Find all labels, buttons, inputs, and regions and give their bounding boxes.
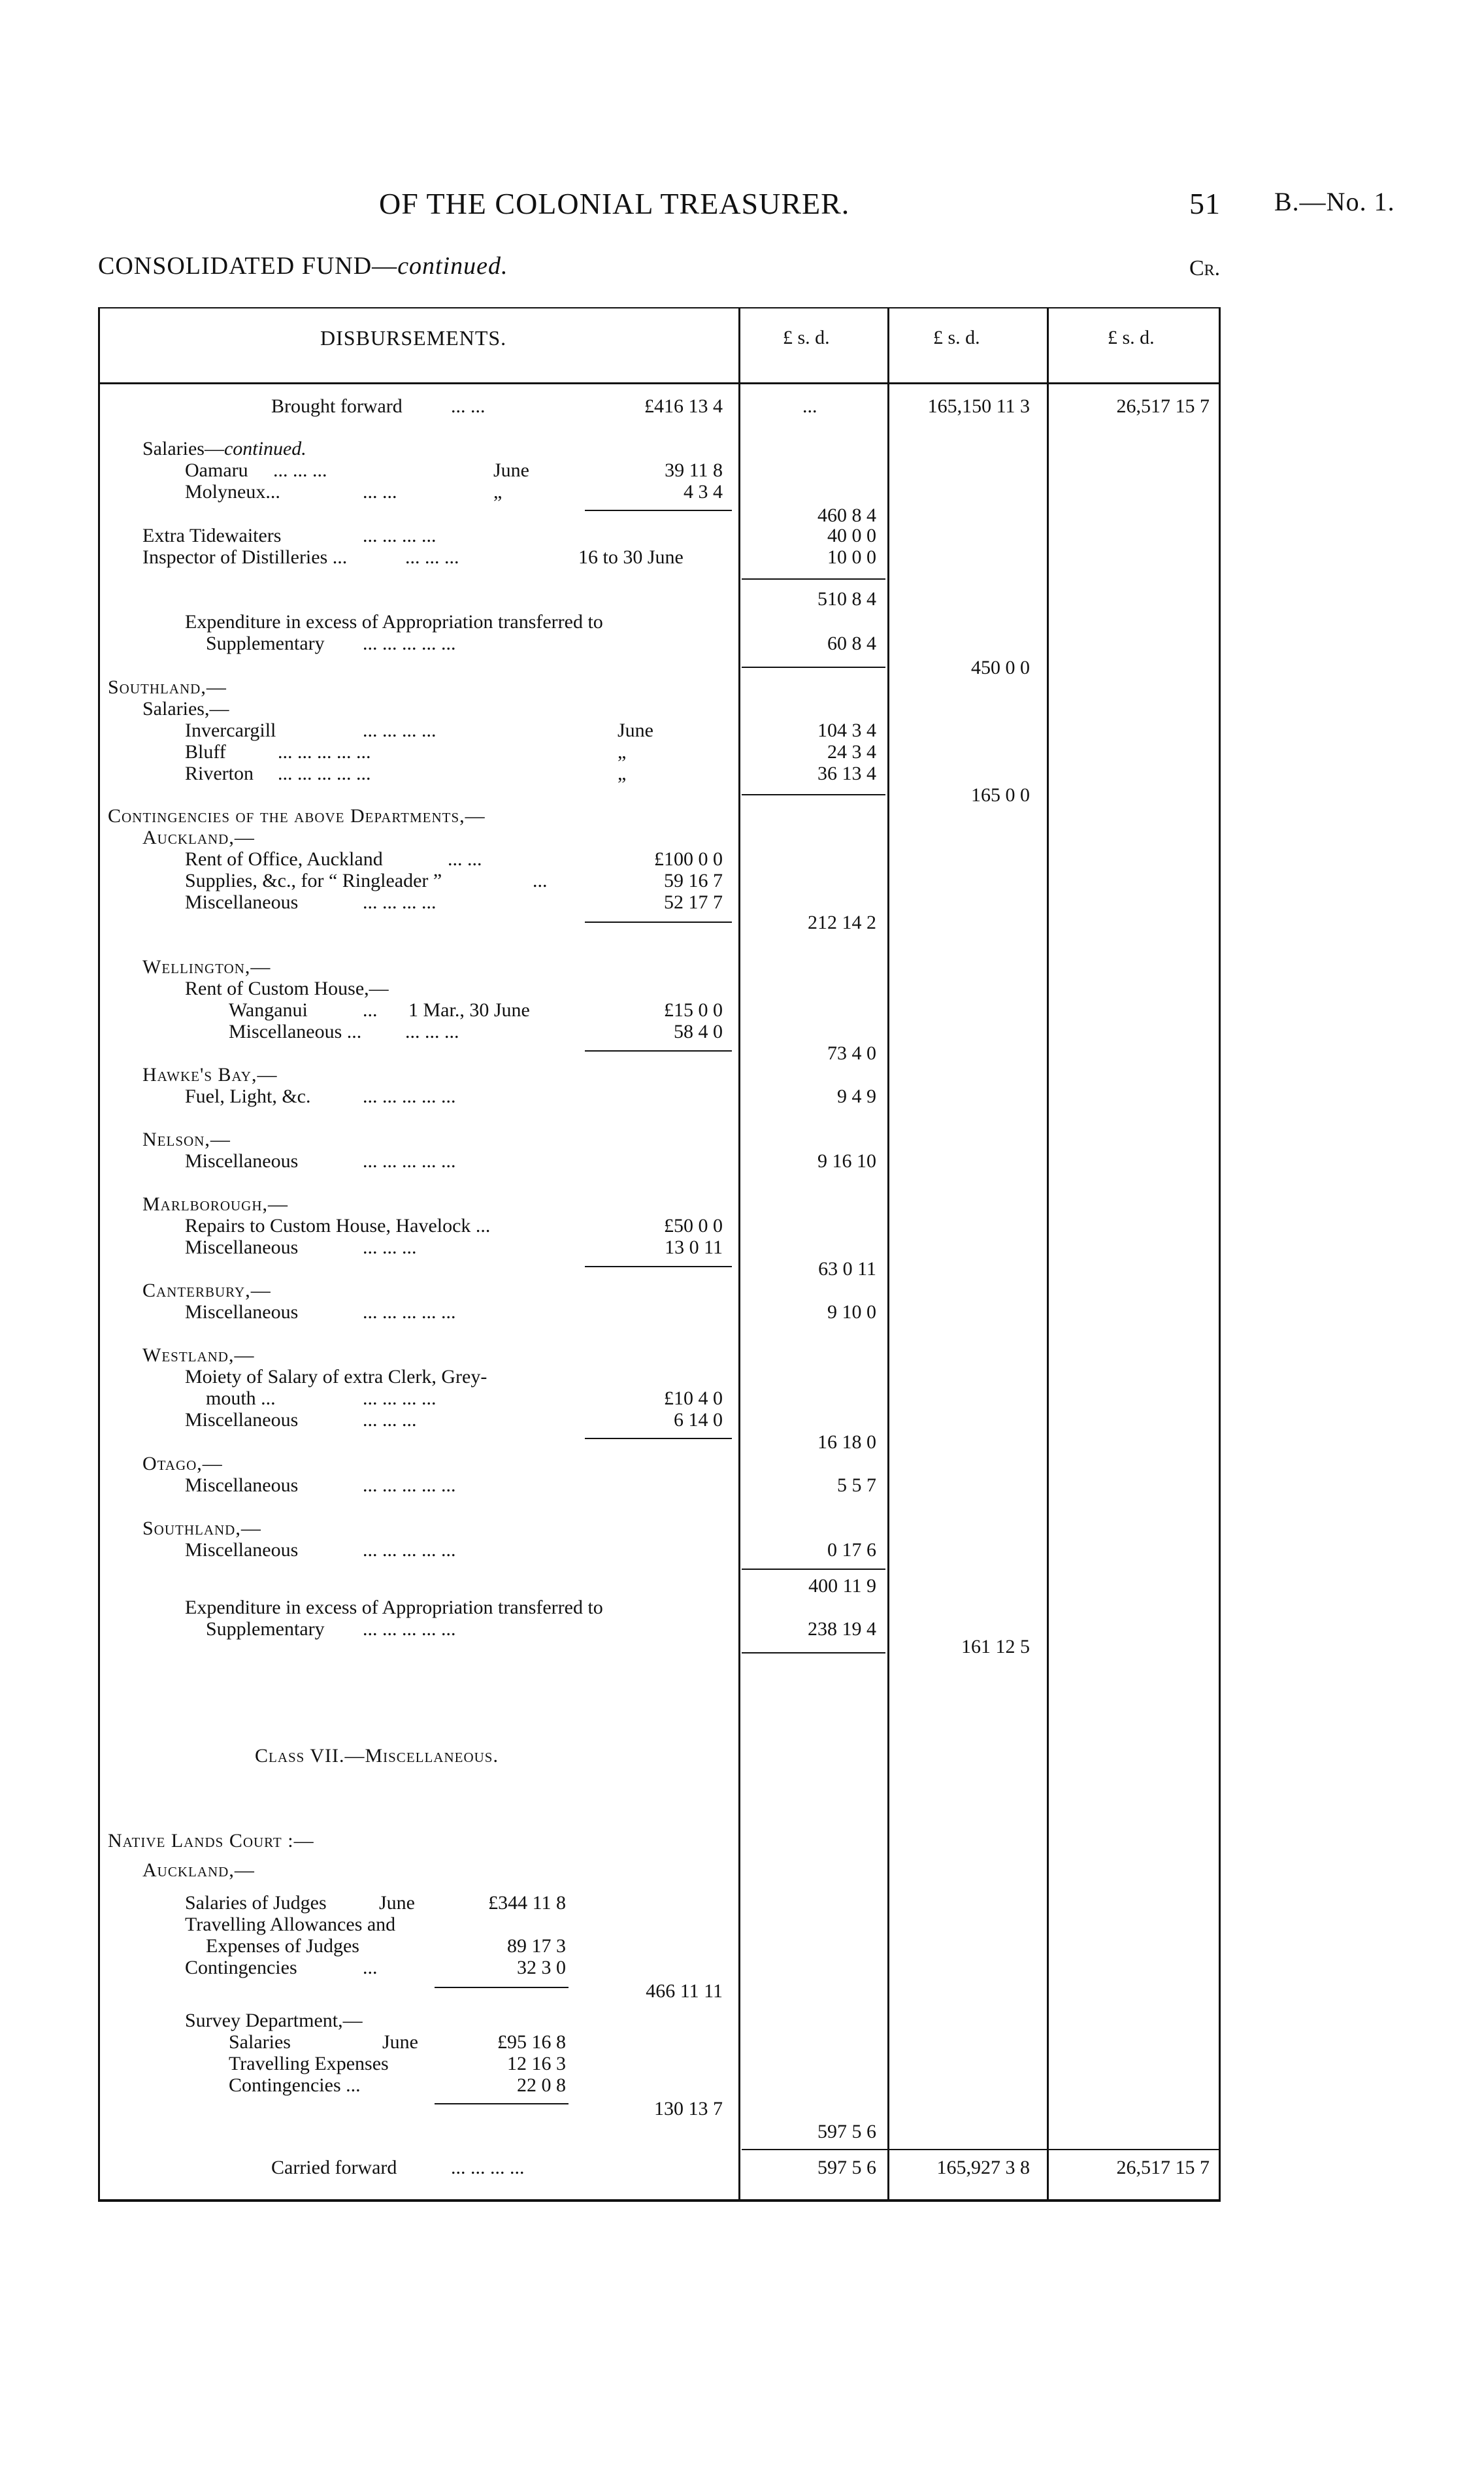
survey-contingencies-amount: 22 0 8 [517, 2074, 566, 2096]
brought-forward-col1: ... [802, 395, 817, 417]
repairs-label: Repairs to Custom House, Havelock ... [185, 1215, 491, 1237]
southland-heading: Southland,— [108, 676, 227, 698]
riverton-period: „ [618, 763, 627, 784]
inspector-period: 16 to 30 June [578, 546, 684, 568]
survey-salaries-period: June [382, 2031, 418, 2053]
excess-transfer-amount: 60 8 4 [827, 633, 876, 654]
col3-lsd-heading: £ s. d. [1108, 327, 1155, 348]
leader-dots: ... [363, 999, 378, 1021]
leader-dots: ... ... ... [273, 459, 327, 481]
leader-dots: ... [533, 870, 548, 891]
disbursements-heading: DISBURSEMENTS. [320, 326, 507, 350]
misc-wellington-amount: 58 4 0 [674, 1021, 723, 1042]
leader-dots: ... ... ... ... ... [363, 1086, 456, 1107]
running-subtotal: 510 8 4 [817, 588, 876, 610]
riverton-label: Riverton [185, 763, 254, 784]
bluff-label: Bluff [185, 741, 226, 763]
moiety-amount: £10 4 0 [664, 1387, 723, 1409]
leader-dots: ... ... ... ... [451, 2157, 525, 2178]
excess-transfer-line2: Supplementary [206, 633, 325, 654]
credit-side-label: Cr. [1189, 256, 1221, 280]
leader-dots: ... ... ... ... ... [363, 633, 456, 654]
survey-department-heading: Survey Department,— [185, 2010, 363, 2031]
oamaru-label: Oamaru [185, 459, 248, 481]
leader-dots: ... [363, 1957, 378, 1978]
auckland-contingencies-total: 212 14 2 [808, 912, 876, 933]
excess-transfer-line1: Expenditure in excess of Appropriation transferred to [185, 611, 603, 633]
leader-dots: ... ... ... [405, 1021, 459, 1042]
moiety-label-line2: mouth ... [206, 1387, 276, 1409]
excess-transfer2-amount: 238 19 4 [808, 1618, 876, 1640]
subtotal-rule [742, 578, 885, 580]
col2-southland-subtotal: 165 0 0 [971, 784, 1030, 806]
leader-dots: ... ... ... [405, 546, 459, 568]
molyneux-amount: 4 3 4 [684, 481, 723, 503]
brought-forward-col3: 26,517 15 7 [1116, 395, 1210, 417]
leader-dots: ... ... ... ... ... [363, 1301, 456, 1323]
survey-travel-amount: 12 16 3 [507, 2053, 566, 2074]
extra-tidewaiters-amount: 40 0 0 [827, 525, 876, 546]
native-lands-court-heading: Native Lands Court :— [108, 1830, 314, 1852]
otago-heading: Otago,— [142, 1453, 223, 1474]
leader-dots: ... ... ... ... [363, 1387, 437, 1409]
carried-forward-rule [742, 2149, 1219, 2150]
native-lands-court-sum: 597 5 6 [817, 2121, 876, 2142]
leader-dots: ... ... ... ... ... [278, 741, 371, 763]
fund-title-continued: continued. [397, 252, 508, 280]
col-divider-2 [887, 307, 889, 2201]
subtotal-rule [742, 1652, 885, 1653]
fuel-light-amount: 9 4 9 [837, 1086, 876, 1107]
oamaru-amount: 39 11 8 [665, 459, 723, 481]
leader-dots: ... ... [451, 395, 486, 417]
leader-dots: ... ... ... [363, 1409, 417, 1431]
repairs-amount: £50 0 0 [664, 1215, 723, 1237]
contingencies-nlc-label: Contingencies [185, 1957, 297, 1978]
marlborough-heading: Marlborough,— [142, 1193, 289, 1215]
misc-nelson-amount: 9 16 10 [817, 1150, 876, 1172]
brought-forward-label: Brought forward [271, 395, 403, 417]
subtotal-rule [742, 1569, 885, 1570]
subtotal-rule [435, 2103, 569, 2104]
col1-lsd-heading: £ s. d. [783, 327, 830, 348]
continued-text: continued. [223, 438, 306, 459]
misc-nelson-label: Miscellaneous [185, 1150, 299, 1172]
bluff-amount: 24 3 4 [827, 741, 876, 763]
wanganui-label: Wanganui [229, 999, 308, 1021]
wellington-heading: Wellington,— [142, 956, 271, 978]
leader-dots: ... ... ... ... ... [278, 763, 371, 784]
rent-office-label: Rent of Office, Auckland [185, 848, 383, 870]
col-divider-1 [738, 307, 740, 2201]
leader-dots: ... ... [363, 481, 397, 503]
oamaru-period: June [493, 459, 529, 481]
brought-forward-amount: £416 13 4 [644, 395, 723, 417]
table-left-border [98, 307, 100, 2201]
marlborough-total: 63 0 11 [818, 1258, 876, 1280]
table-head-rule [98, 382, 1221, 384]
fund-title [98, 252, 508, 280]
misc-canterbury-amount: 9 10 0 [827, 1301, 876, 1323]
subtotal-rule [585, 1266, 732, 1267]
page-number: 51 [1189, 187, 1221, 220]
contingencies-nlc-amount: 32 3 0 [517, 1957, 566, 1978]
canterbury-heading: Canterbury,— [142, 1280, 271, 1301]
hawkes-bay-heading: Hawke's Bay,— [142, 1064, 278, 1086]
leader-dots: ... ... ... ... ... [363, 1618, 456, 1640]
bluff-period: „ [618, 741, 627, 763]
moiety-label-line1: Moiety of Salary of extra Clerk, Grey- [185, 1366, 487, 1387]
col2-otago-subtotal: 450 0 0 [971, 657, 1030, 678]
page-title: OF THE COLONIAL TREASURER. [379, 187, 850, 220]
doc-reference: B.—No. 1. [1274, 187, 1395, 216]
survey-contingencies-label: Contingencies ... [229, 2074, 361, 2096]
invercargill-period: June [618, 720, 653, 741]
misc-southland-amount: 0 17 6 [827, 1539, 876, 1561]
salaries-text: Salaries— [142, 438, 224, 459]
carried-forward-label: Carried forward [271, 2157, 397, 2178]
fund-title-main: CONSOLIDATED FUND— [98, 252, 398, 280]
carried-forward-col3: 26,517 15 7 [1116, 2157, 1210, 2178]
westland-heading: Westland,— [142, 1344, 255, 1366]
carried-forward-col2: 165,927 3 8 [936, 2157, 1030, 2178]
molyneux-label: Molyneux... [185, 481, 280, 503]
misc-auckland-label: Miscellaneous [185, 891, 299, 913]
westland-total: 16 18 0 [817, 1431, 876, 1453]
travelling-label-line2: Expenses of Judges [206, 1935, 359, 1957]
survey-total: 130 13 7 [654, 2098, 723, 2119]
inspector-label: Inspector of Distilleries ... [142, 546, 348, 568]
survey-salaries-label: Salaries [229, 2031, 291, 2053]
salaries-heading: Salaries,— [142, 698, 229, 720]
salaries-judges-label: Salaries of Judges [185, 1892, 327, 1914]
leader-dots: ... ... ... ... ... [363, 1539, 456, 1561]
subtotal-rule [585, 510, 732, 511]
contingencies-heading: Contingencies of the above Departments,— [108, 805, 486, 827]
wanganui-period: 1 Mar., 30 June [408, 999, 530, 1021]
contingencies-subtotal: 400 11 9 [808, 1575, 876, 1597]
auckland-heading: Auckland,— [142, 827, 255, 848]
brought-forward-col2: 165,150 11 3 [927, 395, 1030, 417]
fuel-light-label: Fuel, Light, &c. [185, 1086, 311, 1107]
table-top-rule [98, 307, 1221, 308]
travelling-label-line1: Travelling Allowances and [185, 1914, 396, 1935]
nelson-heading: Nelson,— [142, 1129, 231, 1150]
invercargill-amount: 104 3 4 [817, 720, 876, 741]
misc-otago-label: Miscellaneous [185, 1474, 299, 1496]
rent-custom-house-label: Rent of Custom House,— [185, 978, 389, 999]
southland-contingencies-heading: Southland,— [142, 1518, 261, 1539]
col-divider-3 [1047, 307, 1049, 2201]
survey-salaries-amount: £95 16 8 [497, 2031, 566, 2053]
misc-canterbury-label: Miscellaneous [185, 1301, 299, 1323]
class-vii-heading: Class VII.—Miscellaneous. [255, 1745, 499, 1767]
nlc-judges-total: 466 11 11 [646, 1980, 723, 2002]
col2-contingencies-subtotal: 161 12 5 [961, 1636, 1030, 1657]
auckland-nlc-heading: Auckland,— [142, 1859, 255, 1881]
leader-dots: ... ... [448, 848, 482, 870]
misc-marlborough-label: Miscellaneous [185, 1237, 299, 1258]
misc-auckland-amount: 52 17 7 [664, 891, 723, 913]
leader-dots: ... ... ... ... ... [363, 1150, 456, 1172]
wanganui-amount: £15 0 0 [664, 999, 723, 1021]
salaries-judges-period: June [379, 1892, 415, 1914]
supplies-label: Supplies, &c., for “ Ringleader ” [185, 870, 442, 891]
carried-forward-col1: 597 5 6 [817, 2157, 876, 2178]
misc-westland-amount: 6 14 0 [674, 1409, 723, 1431]
misc-westland-label: Miscellaneous [185, 1409, 299, 1431]
inspector-amount: 10 0 0 [827, 546, 876, 568]
invercargill-label: Invercargill [185, 720, 276, 741]
leader-dots: ... ... ... ... [363, 525, 437, 546]
subtotal-rule [585, 1050, 732, 1052]
wellington-total: 73 4 0 [827, 1042, 876, 1064]
molyneux-period: „ [493, 481, 503, 503]
subtotal-rule [585, 1438, 732, 1439]
supplies-amount: 59 16 7 [664, 870, 723, 891]
misc-marlborough-amount: 13 0 11 [665, 1237, 723, 1258]
misc-wellington-label: Miscellaneous ... [229, 1021, 362, 1042]
subtotal-rule [742, 667, 885, 668]
subtotal-rule [742, 794, 885, 795]
leader-dots: ... ... ... ... [363, 891, 437, 913]
misc-southland-label: Miscellaneous [185, 1539, 299, 1561]
excess-transfer2-line2: Supplementary [206, 1618, 325, 1640]
travelling-amount: 89 17 3 [507, 1935, 566, 1957]
salaries-continued-label [142, 438, 306, 460]
subtotal-rule [585, 922, 732, 923]
table-bottom-rule [98, 2199, 1221, 2202]
extra-tidewaiters-label: Extra Tidewaiters [142, 525, 282, 546]
rent-office-amount: £100 0 0 [654, 848, 723, 870]
subtotal-rule [435, 1987, 569, 1988]
table-right-border [1219, 307, 1221, 2201]
leader-dots: ... ... ... ... [363, 720, 437, 741]
riverton-amount: 36 13 4 [817, 763, 876, 784]
excess-transfer2-line1: Expenditure in excess of Appropriation transferred to [185, 1597, 603, 1618]
salaries-judges-amount: £344 11 8 [488, 1892, 566, 1914]
leader-dots: ... ... ... [363, 1237, 417, 1258]
survey-travel-label: Travelling Expenses [229, 2053, 389, 2074]
leader-dots: ... ... ... ... ... [363, 1474, 456, 1496]
salaries-subtotal: 460 8 4 [817, 505, 876, 526]
col2-lsd-heading: £ s. d. [933, 327, 980, 348]
misc-otago-amount: 5 5 7 [837, 1474, 876, 1496]
